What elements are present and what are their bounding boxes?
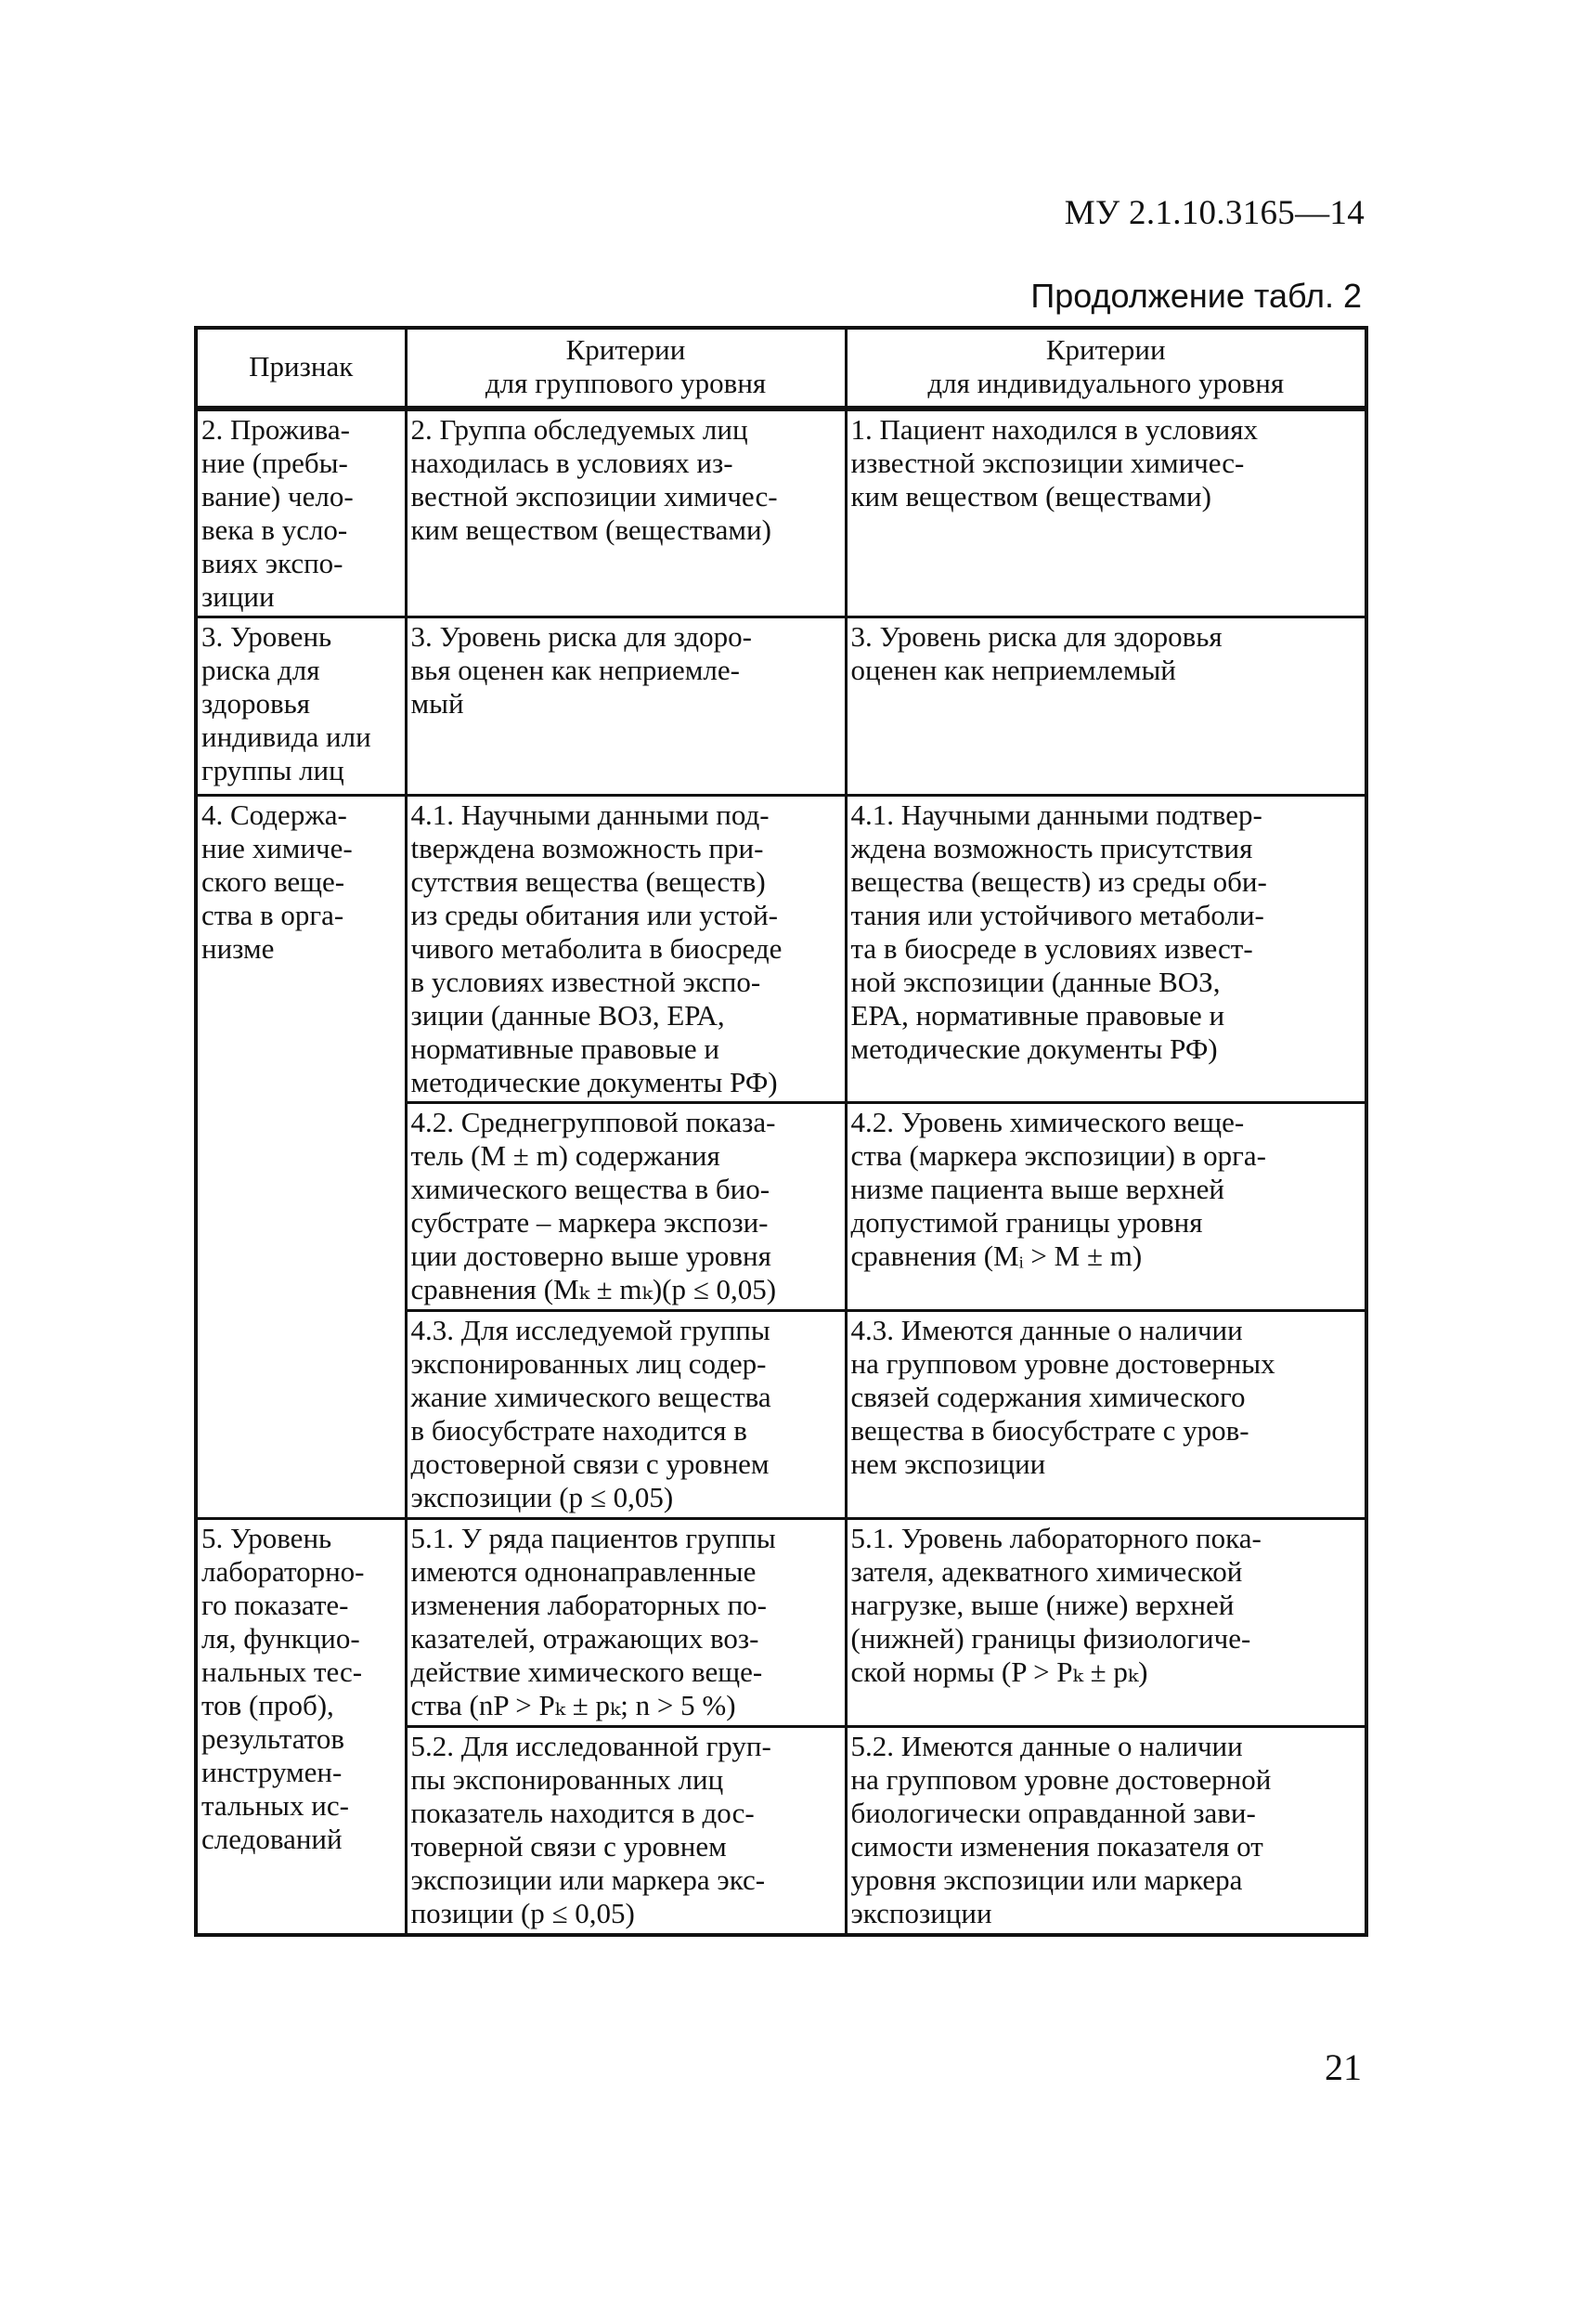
feature-cell: 4. Содержа- ние химиче- ского веще- ства в орга- низме [196,796,406,1519]
table-row [196,617,1366,796]
individual-criteria-cell: 4.2. Уровень химического веще- ства (маркера экспозиции) в орга- низме пациента выше верхней допустимой границы уровня сравнения (Mᵢ > M ± m) [846,1103,1366,1311]
table-header-row [196,328,1366,409]
header-individual-line-2: для индивидуального уровня [927,367,1285,399]
group-criteria-cell: 5.1. У ряда пациентов группы имеются однонаправленные изменения лабораторных по- казателей, отражающих воз- действие химического веще- ства (nP > Pₖ ± pₖ; n > 5 %) [406,1519,846,1727]
group-criteria-cell: 4.1. Научными данными под- tверждена возможность при- сутствия вещества (веществ) из среды обитания или устой- чивого метаболита в биосреде в условиях известной экспо- зиции (данные ВОЗ, ЕРА, нормативные правовые и методические документы РФ) [406,796,846,1103]
group-criteria-cell: 2. Группа обследуемых лиц находилась в условиях из- вестной экспозиции химичес- ким веществом (веществами) [406,409,846,617]
header-group-line-1: Критерии [565,333,686,366]
feature-cell: 2. Прожива- ние (пребы- вание) чело- века в усло- виях экспо- зиции [196,409,406,617]
individual-criteria-cell: 5.2. Имеются данные о наличии на групповом уровне достоверной биологически оправданной зави- симости изменения показателя от уровня экспозиции или маркера экспозиции [846,1727,1366,1935]
table-row [196,1519,1366,1727]
group-criteria-cell: 4.3. Для исследуемой группы экспонированных лиц содер- жание химического вещества в биосубстрате находится в достоверной связи с уровнем экспозиции (p ≤ 0,05) [406,1311,846,1519]
individual-criteria-cell: 4.1. Научными данными подтвер- ждена возможность присутствия вещества (веществ) из среды оби- тания или устойчивого метаболи- та в биосреде в условиях извест- ной экспозиции (данные ВОЗ, ЕРА, нормативные правовые и методические документы РФ) [846,796,1366,1103]
group-criteria-cell: 5.2. Для исследованной груп- пы экспонированных лиц показатель находится в дос- товерной связи с уровнем экспозиции или маркера экс- позиции (p ≤ 0,05) [406,1727,846,1935]
header-individual-criteria [846,328,1366,409]
group-criteria-cell: 3. Уровень риска для здоро- вья оценен как неприемле- мый [406,617,846,796]
feature-cell: 3. Уровень риска для здоровья индивида или группы лиц [196,617,406,796]
table-row [196,409,1366,617]
individual-criteria-cell: 5.1. Уровень лабораторного пока- зателя, адекватного химической нагрузке, выше (ниже) верхней (нижней) границы физиологиче- ской нормы (P > Pₖ ± pₖ) [846,1519,1366,1727]
group-criteria-cell: 4.2. Среднегрупповой показа- тель (M ± m) содержания химического вещества в био- субстрате – маркера экспози- ции достоверно выше уровня сравнения (Mₖ ± mₖ)(p ≤ 0,05) [406,1103,846,1311]
individual-criteria-cell: 4.3. Имеются данные о наличии на групповом уровне достоверных связей содержания химического вещества в биосубстрате с уров- нем экспозиции [846,1311,1366,1519]
header-individual-line-1: Критерии [1045,333,1166,366]
header-group-line-2: для группового уровня [485,367,767,399]
table-row [196,796,1366,1103]
individual-criteria-cell: 1. Пациент находился в условиях известной экспозиции химичес- ким веществом (веществами) [846,409,1366,617]
header-feature-line: Признак [249,350,354,383]
page-number: 21 [1325,2046,1362,2088]
document-code: МУ 2.1.10.3165—14 [1064,194,1365,232]
table-caption: Продолжение табл. 2 [1030,277,1362,315]
individual-criteria-cell: 3. Уровень риска для здоровья оценен как неприемлемый [846,617,1366,796]
header-feature [196,328,406,409]
header-group-criteria [406,328,846,409]
feature-cell: 5. Уровень лабораторно- го показате- ля, функцио- нальных тес- тов (проб), результатов инструмен- тальных ис- следований [196,1519,406,1935]
criteria-table [194,326,1368,1937]
